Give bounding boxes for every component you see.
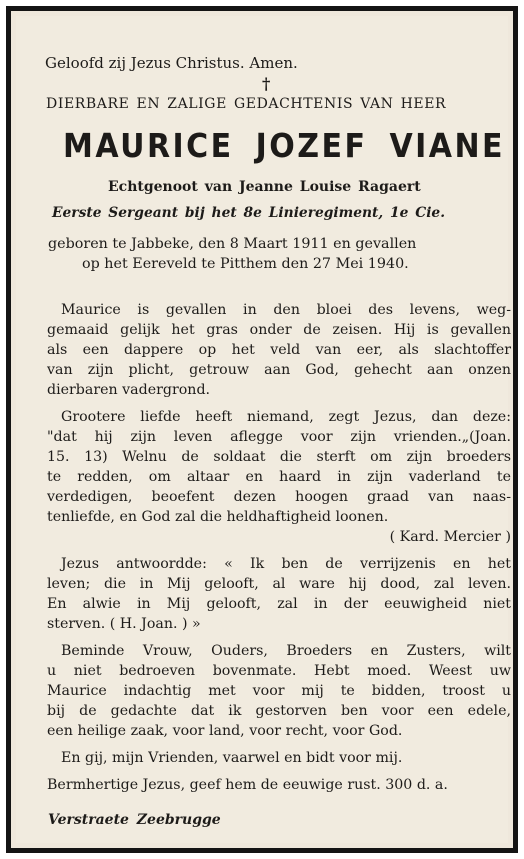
paragraph-line: verdedigen, beoefent dezen hoogen graad van naas-	[47, 489, 511, 505]
paragraph-line: En alwie in Mij gelooft, zal in der eeuwigheid niet	[47, 596, 511, 612]
paragraph-line: dierbaren vadergrond.	[47, 382, 211, 398]
quote-source: ( Kard. Mercier )	[389, 529, 511, 545]
paragraph-line: sterven. ( H. Joan. ) »	[47, 616, 201, 632]
rank-line: Eerste Sergeant bij het 8e Linieregiment, 1e Cie.	[52, 205, 446, 221]
paragraph-line: van zijn plicht, getrouw aan God, gehecht aan onzen	[47, 362, 511, 378]
paragraph-line: u niet bedroeven bovenmate. Hebt moed. Weest uw	[47, 663, 511, 679]
memorial-heading: DIERBARE EN ZALIGE GEDACHTENIS VAN HEER	[46, 96, 447, 112]
paragraph-line: tenliefde, en God zal die heldhaftigheid loonen.	[47, 509, 389, 525]
memorial-card-frame	[6, 6, 518, 853]
closing-prayer: Bermhertige Jezus, geef hem de eeuwige rust. 300 d. a.	[47, 777, 448, 793]
paragraph-line: Grootere liefde heeft niemand, zegt Jezus, dan deze:	[61, 409, 511, 425]
paragraph-line: Maurice is gevallen in den bloei des levens, weg-	[61, 302, 511, 318]
opening-prayer: Geloofd zij Jezus Christus. Amen.	[45, 54, 298, 72]
printer-name: Verstraete Zeebrugge	[48, 812, 221, 828]
paragraph-line: Jezus antwoordde: « Ik ben de verrijzenis en het	[61, 556, 511, 572]
cross-icon: †	[262, 74, 271, 93]
paragraph-line: gemaaid gelijk het gras onder de zeisen. Hij is gevallen	[47, 322, 511, 338]
paragraph-line: te redden, om altaar en haard in zijn vaderland te	[47, 469, 511, 485]
paragraph-line: Beminde Vrouw, Ouders, Broeders en Zusters, wilt	[61, 643, 511, 659]
paragraph-line: leven; die in Mij gelooft, al ware hij dood, zal leven.	[47, 576, 511, 592]
farewell-line: En gij, mijn Vrienden, vaarwel en bidt voor mij.	[61, 750, 403, 766]
paragraph-line: bij de gedachte dat ik gestorven ben voor een edele,	[47, 703, 511, 719]
paragraph-line: 15. 13) Welnu de soldaat die sterft om zijn broeders	[47, 449, 511, 465]
memorial-card	[16, 16, 511, 843]
paragraph-line: een heilige zaak, voor land, voor recht, voor God.	[47, 723, 403, 739]
deceased-name: MAURICE JOZEF VIANE	[63, 126, 506, 165]
paragraph-line: Maurice indachtig met voor mij te bidden, troost u	[47, 683, 511, 699]
birth-line-2: op het Eereveld te Pitthem den 27 Mei 1940.	[82, 256, 409, 272]
paragraph-line: "dat hij zijn leven aflegge voor zijn vrienden.„(Joan.	[47, 429, 511, 445]
paragraph-line: als een dappere op het veld van eer, als slachtoffer	[47, 342, 511, 358]
spouse-line: Echtgenoot van Jeanne Louise Ragaert	[108, 179, 421, 195]
birth-line-1: geboren te Jabbeke, den 8 Maart 1911 en gevallen	[48, 236, 417, 252]
